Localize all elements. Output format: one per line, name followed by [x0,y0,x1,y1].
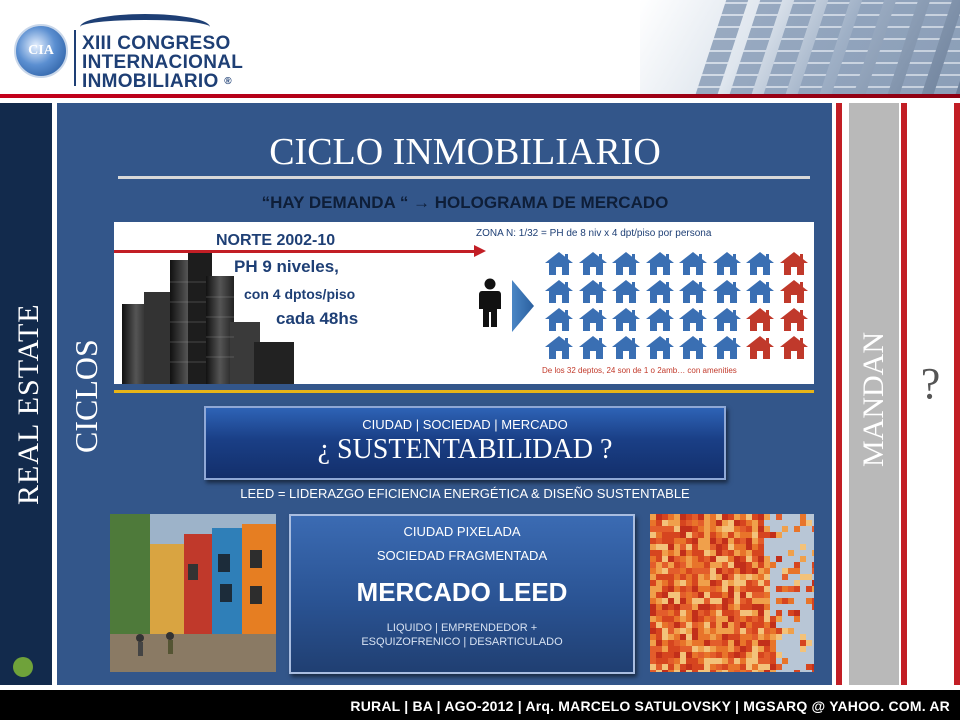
subtitle: “HAY DEMANDA “ → HOLOGRAMA DE MERCADO [261,193,669,212]
congreso-logo [10,8,410,92]
norte-period: NORTE 2002-10 [216,232,336,249]
house-icon [578,278,612,306]
logo-line-3: INMOBILIARIO [82,71,219,92]
house-icon [712,250,746,278]
mercado-leed-title: MERCADO LEED [356,577,568,607]
house-icon [645,278,679,306]
house-icon [779,250,813,278]
pixelated-city-map [650,514,814,672]
house-icon [645,334,679,362]
house-icon [678,306,712,334]
house-icon [611,334,645,362]
page-title: CICLO INMOBILIARIO [269,131,661,173]
cada-48hs: cada 48hs [276,309,359,328]
dptos-per-floor: con 4 dptos/piso [244,286,356,302]
red-arrow-icon [114,250,476,253]
house-icon [578,334,612,362]
sociedad-fragmentada: SOCIEDAD FRAGMENTADA [376,548,548,563]
house-icon [779,278,813,306]
logo-line-1: XIII CONGRESO [82,33,231,54]
house-icon [745,250,779,278]
mandan-label: MANDAN [857,332,890,467]
zona-note: ZONA N: 1/32 = PH de 8 niv x 4 dpt/piso por persona [476,228,712,239]
house-icon [544,334,578,362]
house-icon [611,306,645,334]
logo-line-2: INTERNACIONAL [82,52,244,73]
sustentabilidad-banner [204,406,726,480]
ph-levels: PH 9 niveles, [234,257,339,276]
colorful-street-photo [110,514,276,672]
building-glass-image [640,0,960,96]
house-icon [745,278,779,306]
liquido-emprendedor: LIQUIDO | EMPRENDEDOR + [386,622,538,634]
logo-badge: CIA [28,43,54,58]
leed-definition: LEED = LIDERAZGO EFICIENCIA ENERGÉTICA & DISEÑO SUSTENTABLE [240,486,690,501]
footer-credits: RURAL | BA | AGO-2012 | Arq. MARCELO SATULOVSKY | MGSARQ @ YAHOO. COM. AR [350,698,950,714]
footer [0,690,960,720]
gold-divider [114,390,814,393]
house-icon [745,334,779,362]
person-icon [477,278,503,328]
house-icon [544,278,578,306]
house-icon [712,306,746,334]
ciudad-pixelada: CIUDAD PIXELADA [403,524,521,539]
house-icon [578,250,612,278]
sustentabilidad-title: ¿ SUSTENTABILIDAD ? [317,434,613,465]
house-icon [544,250,578,278]
house-icon [611,250,645,278]
title-rule [118,176,810,179]
house-icon [678,278,712,306]
houses-grid [544,250,812,362]
header-divider [0,94,960,98]
house-icon [544,306,578,334]
house-icon [779,306,813,334]
mercado-leed-box [289,514,635,674]
esquizofrenico-desarticulado: ESQUIZOFRENICO | DESARTICULADO [361,636,563,648]
red-divider [832,103,849,685]
house-icon [712,278,746,306]
deptos-note: De los 32 deptos, 24 son de 1 o 2amb… con amenities [542,366,737,375]
house-icon [578,306,612,334]
registered-mark: ® [224,76,232,87]
real-estate-label: REAL ESTATE [12,303,45,505]
header [0,0,960,98]
ciudad-sociedad-mercado: CIUDAD | SOCIEDAD | MERCADO [362,417,568,432]
question-mark: ? [920,359,941,408]
house-icon [678,334,712,362]
house-icon [645,250,679,278]
house-icon [611,278,645,306]
ciclos-label: CICLOS [68,339,104,453]
house-icon [779,334,813,362]
house-icon [678,250,712,278]
house-icon [712,334,746,362]
house-icon [745,306,779,334]
green-dot-icon [13,657,33,677]
cia-seal-icon [14,24,68,78]
house-icon [645,306,679,334]
